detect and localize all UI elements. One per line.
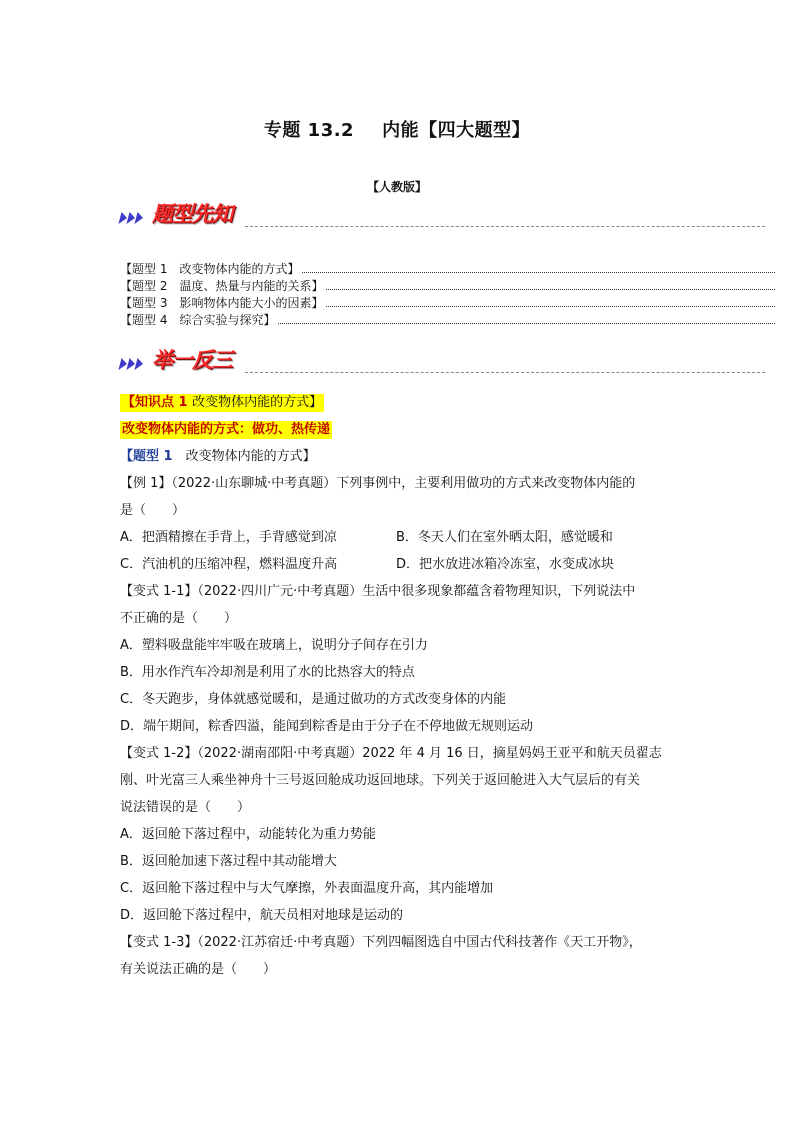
option-a[interactable]: A．返回舱下落过程中，动能转化为重力势能	[120, 827, 376, 842]
option-d[interactable]: D．返回舱下落过程中，航天员相对地球是运动的	[120, 908, 404, 923]
toc-item[interactable]: 【题型 2 温度、热量与内能的关系】	[120, 277, 775, 294]
toc-leader-dots	[278, 323, 775, 324]
section-banner-examples	[120, 346, 765, 374]
toc-leader-dots	[302, 272, 775, 273]
edition-label: 【人教版】	[366, 180, 427, 194]
toc-item[interactable]: 【题型 3 影响物体内能大小的因素】	[120, 294, 775, 311]
knowledge-point-heading: 【知识点 1 改变物体内能的方式】	[122, 395, 323, 410]
option-d[interactable]: D．把水放进冰箱冷冻室，水变成冰块	[396, 557, 615, 572]
question-variant-1-1	[120, 578, 680, 740]
option-a[interactable]: A．把酒精擦在手背上，手背感觉到凉	[120, 530, 337, 545]
section-banner-overview	[120, 200, 765, 228]
question-stem: 【例 1】（2022·山东聊城·中考真题）下列事例中，主要利用做功的方式来改变物体内能的	[120, 476, 636, 491]
banner-title-overview: 题型先知	[152, 201, 232, 226]
option-d[interactable]: D．端午期间，粽香四溢，能闻到粽香是由于分子在不停地做无规则运动	[120, 719, 534, 734]
option-c[interactable]: C．冬天跑步，身体就感觉暖和，是通过做功的方式改变身体的内能	[120, 692, 507, 707]
page-title	[0, 116, 794, 142]
toc-leader-dots	[326, 306, 775, 307]
question-variant-1-3	[120, 929, 680, 983]
question-stem: 【变式 1-3】（2022·江苏宿迁·中考真题）下列四幅图选自中国古代科技著作《天工开物》，	[120, 935, 642, 950]
option-b[interactable]: B．用水作汽车冷却剂是利用了水的比热容大的特点	[120, 665, 415, 680]
question-variant-1-2	[120, 740, 680, 929]
question-stem: 有关说法正确的是（ ）	[120, 962, 277, 977]
option-c[interactable]: C．汽油机的压缩冲程，燃料温度升高	[120, 557, 338, 572]
question-stem: 不正确的是（ ）	[120, 611, 238, 626]
question-type-index	[120, 260, 775, 328]
option-b[interactable]: B．返回舱加速下落过程中其动能增大	[120, 854, 337, 869]
dashed-divider	[245, 372, 765, 373]
triple-arrow-icon	[120, 358, 144, 370]
option-c[interactable]: C．返回舱下落过程中与大气摩擦，外表面温度升高，其内能增加	[120, 881, 494, 896]
toc-leader-dots	[326, 289, 775, 290]
dashed-divider	[245, 226, 765, 227]
question-stem: 【变式 1-2】（2022·湖南邵阳·中考真题）2022 年 4 月 16 日，摘星妈妈王亚平和航天员翟志	[120, 746, 662, 761]
question-type-heading: 【题型 1 改变物体内能的方式】	[120, 449, 316, 464]
triple-arrow-icon	[120, 212, 144, 224]
toc-item[interactable]: 【题型 4 综合实验与探究】	[120, 311, 775, 328]
option-b[interactable]: B．冬天人们在室外晒太阳，感觉暖和	[396, 530, 613, 545]
main-content	[120, 389, 680, 983]
question-stem: 【变式 1-1】（2022·四川广元·中考真题）生活中很多现象都蕴含着物理知识，下列说法中	[120, 584, 636, 599]
knowledge-point-definition: 改变物体内能的方式：做功、热传递	[122, 422, 331, 437]
title-topic-name: 内能【四大题型】	[382, 120, 531, 141]
title-topic-number: 专题 13.2	[263, 120, 355, 141]
question-stem: 说法错误的是（ ）	[120, 800, 251, 815]
question-stem: 是（ ）	[120, 503, 186, 518]
question-stem: 刚、叶光富三人乘坐神舟十三号返回舱成功返回地球。下列关于返回舱进入大气层后的有关	[120, 773, 641, 788]
toc-item[interactable]: 【题型 1 改变物体内能的方式】	[120, 260, 775, 277]
question-example-1	[120, 470, 680, 578]
option-a[interactable]: A．塑料吸盘能牢牢吸在玻璃上，说明分子间存在引力	[120, 638, 428, 653]
banner-title-examples: 举一反三	[152, 347, 232, 372]
